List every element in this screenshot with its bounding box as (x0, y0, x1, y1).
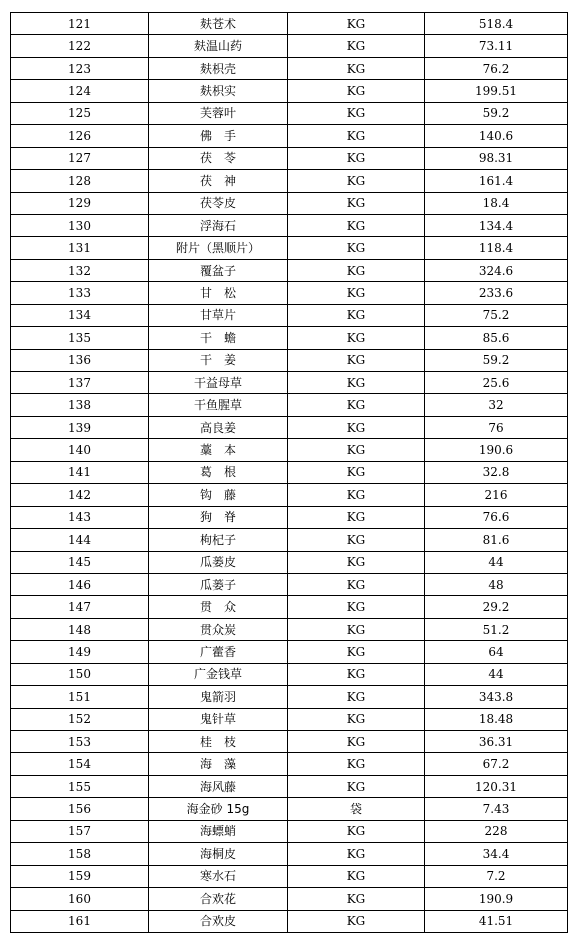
quantity-cell: 98.31 (425, 147, 568, 169)
unit-cell: KG (288, 686, 425, 708)
item-name-cell: 鬼针草 (149, 708, 288, 730)
quantity-cell: 81.6 (425, 529, 568, 551)
row-number-cell: 124 (11, 80, 149, 102)
quantity-cell: 67.2 (425, 753, 568, 775)
item-name-cell: 干益母草 (149, 372, 288, 394)
table-row (11, 416, 568, 438)
unit-cell: KG (288, 506, 425, 528)
item-name-cell: 桂 枝 (149, 731, 288, 753)
table-row (11, 663, 568, 685)
unit-cell: KG (288, 753, 425, 775)
item-name-cell: 海桐皮 (149, 843, 288, 865)
item-name-cell: 贯 众 (149, 596, 288, 618)
unit-cell: KG (288, 125, 425, 147)
unit-cell: KG (288, 170, 425, 192)
row-number-cell: 153 (11, 731, 149, 753)
item-name-cell: 广藿香 (149, 641, 288, 663)
quantity-cell: 41.51 (425, 910, 568, 932)
quantity-cell: 29.2 (425, 596, 568, 618)
unit-cell: KG (288, 708, 425, 730)
quantity-cell: 190.9 (425, 888, 568, 910)
item-name-cell: 海金砂 15g (149, 798, 288, 820)
table-row (11, 372, 568, 394)
row-number-cell: 130 (11, 214, 149, 236)
table-row (11, 102, 568, 124)
unit-cell: KG (288, 910, 425, 932)
row-number-cell: 139 (11, 416, 149, 438)
item-name-cell: 茯 神 (149, 170, 288, 192)
item-name-cell: 干 蟾 (149, 327, 288, 349)
item-name-cell: 海 藻 (149, 753, 288, 775)
table-row (11, 551, 568, 573)
quantity-cell: 343.8 (425, 686, 568, 708)
table-row (11, 80, 568, 102)
quantity-cell: 18.48 (425, 708, 568, 730)
table-row (11, 798, 568, 820)
table-row (11, 484, 568, 506)
row-number-cell: 131 (11, 237, 149, 259)
unit-cell: KG (288, 573, 425, 595)
unit-cell: KG (288, 820, 425, 842)
row-number-cell: 134 (11, 304, 149, 326)
unit-cell: KG (288, 327, 425, 349)
quantity-cell: 161.4 (425, 170, 568, 192)
table-row (11, 686, 568, 708)
quantity-cell: 324.6 (425, 259, 568, 281)
row-number-cell: 145 (11, 551, 149, 573)
quantity-cell: 32 (425, 394, 568, 416)
table-row (11, 529, 568, 551)
quantity-cell: 85.6 (425, 327, 568, 349)
quantity-cell: 7.43 (425, 798, 568, 820)
quantity-cell: 44 (425, 551, 568, 573)
unit-cell: KG (288, 349, 425, 371)
row-number-cell: 138 (11, 394, 149, 416)
item-name-cell: 广金钱草 (149, 663, 288, 685)
table-row (11, 618, 568, 640)
quantity-cell: 59.2 (425, 102, 568, 124)
table-row (11, 327, 568, 349)
item-name-cell: 甘草片 (149, 304, 288, 326)
table-row (11, 170, 568, 192)
unit-cell: KG (288, 416, 425, 438)
row-number-cell: 126 (11, 125, 149, 147)
row-number-cell: 161 (11, 910, 149, 932)
quantity-cell: 44 (425, 663, 568, 685)
unit-cell: KG (288, 259, 425, 281)
item-name-cell: 合欢皮 (149, 910, 288, 932)
table-row (11, 192, 568, 214)
row-number-cell: 151 (11, 686, 149, 708)
item-name-cell: 合欢花 (149, 888, 288, 910)
row-number-cell: 125 (11, 102, 149, 124)
table-body (11, 13, 568, 933)
row-number-cell: 133 (11, 282, 149, 304)
unit-cell: KG (288, 529, 425, 551)
row-number-cell: 154 (11, 753, 149, 775)
quantity-cell: 73.11 (425, 35, 568, 57)
unit-cell: KG (288, 484, 425, 506)
unit-cell: KG (288, 80, 425, 102)
item-name-cell: 藁 本 (149, 439, 288, 461)
item-name-cell: 麸枳壳 (149, 57, 288, 79)
unit-cell: KG (288, 13, 425, 35)
unit-cell: KG (288, 775, 425, 797)
item-name-cell: 贯众炭 (149, 618, 288, 640)
table-row (11, 57, 568, 79)
quantity-cell: 32.8 (425, 461, 568, 483)
table-row (11, 282, 568, 304)
unit-cell: KG (288, 551, 425, 573)
row-number-cell: 121 (11, 13, 149, 35)
table-row (11, 259, 568, 281)
item-name-cell: 瓜蒌子 (149, 573, 288, 595)
unit-cell: KG (288, 865, 425, 887)
item-name-cell: 高良姜 (149, 416, 288, 438)
row-number-cell: 155 (11, 775, 149, 797)
row-number-cell: 136 (11, 349, 149, 371)
quantity-cell: 76.2 (425, 57, 568, 79)
unit-cell: KG (288, 35, 425, 57)
unit-cell: KG (288, 461, 425, 483)
row-number-cell: 135 (11, 327, 149, 349)
quantity-cell: 18.4 (425, 192, 568, 214)
table-row (11, 439, 568, 461)
table-row (11, 843, 568, 865)
item-name-cell: 麸枳实 (149, 80, 288, 102)
row-number-cell: 123 (11, 57, 149, 79)
item-name-cell: 覆盆子 (149, 259, 288, 281)
unit-cell: KG (288, 57, 425, 79)
item-name-cell: 鬼箭羽 (149, 686, 288, 708)
table-row (11, 461, 568, 483)
unit-cell: KG (288, 439, 425, 461)
unit-cell: KG (288, 596, 425, 618)
item-name-cell: 钩 藤 (149, 484, 288, 506)
item-name-cell: 茯 苓 (149, 147, 288, 169)
row-number-cell: 158 (11, 843, 149, 865)
unit-cell: KG (288, 214, 425, 236)
unit-cell: KG (288, 663, 425, 685)
unit-cell: KG (288, 394, 425, 416)
item-name-cell: 茯苓皮 (149, 192, 288, 214)
quantity-cell: 518.4 (425, 13, 568, 35)
quantity-cell: 59.2 (425, 349, 568, 371)
row-number-cell: 157 (11, 820, 149, 842)
item-name-cell: 浮海石 (149, 214, 288, 236)
item-name-cell: 麸温山药 (149, 35, 288, 57)
quantity-cell: 76.6 (425, 506, 568, 528)
table-row (11, 394, 568, 416)
table-row (11, 304, 568, 326)
table-row (11, 820, 568, 842)
item-name-cell: 海螵蛸 (149, 820, 288, 842)
item-name-cell: 佛 手 (149, 125, 288, 147)
table-row (11, 910, 568, 932)
row-number-cell: 148 (11, 618, 149, 640)
quantity-cell: 7.2 (425, 865, 568, 887)
quantity-cell: 75.2 (425, 304, 568, 326)
table-row (11, 349, 568, 371)
table-row (11, 147, 568, 169)
row-number-cell: 129 (11, 192, 149, 214)
row-number-cell: 127 (11, 147, 149, 169)
item-name-cell: 干鱼腥草 (149, 394, 288, 416)
table-row (11, 506, 568, 528)
table-row (11, 596, 568, 618)
row-number-cell: 152 (11, 708, 149, 730)
quantity-cell: 190.6 (425, 439, 568, 461)
unit-cell: KG (288, 618, 425, 640)
row-number-cell: 128 (11, 170, 149, 192)
unit-cell: KG (288, 282, 425, 304)
item-name-cell: 葛 根 (149, 461, 288, 483)
table-row (11, 35, 568, 57)
row-number-cell: 150 (11, 663, 149, 685)
row-number-cell: 132 (11, 259, 149, 281)
row-number-cell: 137 (11, 372, 149, 394)
quantity-cell: 25.6 (425, 372, 568, 394)
unit-cell: KG (288, 192, 425, 214)
table-row (11, 125, 568, 147)
quantity-cell: 118.4 (425, 237, 568, 259)
unit-cell: KG (288, 102, 425, 124)
medicine-price-table (10, 12, 568, 933)
row-number-cell: 144 (11, 529, 149, 551)
quantity-cell: 48 (425, 573, 568, 595)
table-row (11, 13, 568, 35)
item-name-cell: 麸苍术 (149, 13, 288, 35)
item-name-cell: 寒水石 (149, 865, 288, 887)
row-number-cell: 122 (11, 35, 149, 57)
row-number-cell: 143 (11, 506, 149, 528)
quantity-cell: 134.4 (425, 214, 568, 236)
row-number-cell: 142 (11, 484, 149, 506)
table-row (11, 753, 568, 775)
quantity-cell: 51.2 (425, 618, 568, 640)
row-number-cell: 146 (11, 573, 149, 595)
table-row (11, 708, 568, 730)
item-name-cell: 瓜蒌皮 (149, 551, 288, 573)
quantity-cell: 34.4 (425, 843, 568, 865)
row-number-cell: 159 (11, 865, 149, 887)
quantity-cell: 64 (425, 641, 568, 663)
item-name-cell: 甘 松 (149, 282, 288, 304)
table-row (11, 731, 568, 753)
quantity-cell: 233.6 (425, 282, 568, 304)
unit-cell: KG (288, 372, 425, 394)
row-number-cell: 141 (11, 461, 149, 483)
unit-cell: KG (288, 641, 425, 663)
quantity-cell: 76 (425, 416, 568, 438)
quantity-cell: 140.6 (425, 125, 568, 147)
table-row (11, 214, 568, 236)
unit-cell: 袋 (288, 798, 425, 820)
item-name-cell: 狗 脊 (149, 506, 288, 528)
quantity-cell: 216 (425, 484, 568, 506)
table-row (11, 237, 568, 259)
unit-cell: KG (288, 147, 425, 169)
table-row (11, 775, 568, 797)
table-row (11, 573, 568, 595)
table-row (11, 865, 568, 887)
unit-cell: KG (288, 888, 425, 910)
quantity-cell: 199.51 (425, 80, 568, 102)
row-number-cell: 160 (11, 888, 149, 910)
row-number-cell: 147 (11, 596, 149, 618)
item-name-cell: 海风藤 (149, 775, 288, 797)
quantity-cell: 36.31 (425, 731, 568, 753)
item-name-cell: 芙蓉叶 (149, 102, 288, 124)
table-row (11, 641, 568, 663)
item-name-cell: 干 姜 (149, 349, 288, 371)
unit-cell: KG (288, 843, 425, 865)
unit-cell: KG (288, 731, 425, 753)
item-name-cell: 附片（黑顺片） (149, 237, 288, 259)
quantity-cell: 228 (425, 820, 568, 842)
row-number-cell: 140 (11, 439, 149, 461)
table-row (11, 888, 568, 910)
quantity-cell: 120.31 (425, 775, 568, 797)
item-name-cell: 枸杞子 (149, 529, 288, 551)
unit-cell: KG (288, 304, 425, 326)
row-number-cell: 156 (11, 798, 149, 820)
unit-cell: KG (288, 237, 425, 259)
row-number-cell: 149 (11, 641, 149, 663)
